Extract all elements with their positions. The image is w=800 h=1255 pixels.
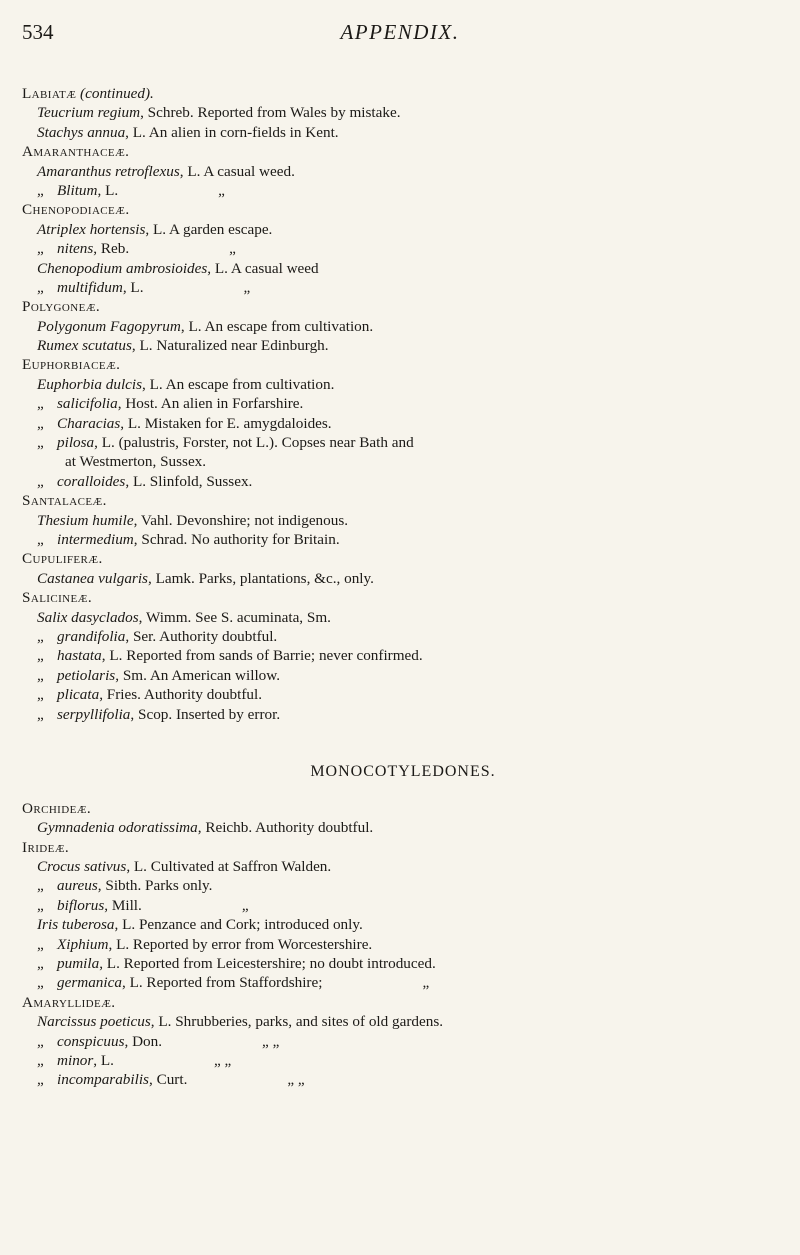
family-heading: Cupuliferæ. — [22, 550, 103, 568]
section-heading: MONOCOTYLEDONES. — [310, 762, 496, 780]
species-entry: „ Blitum, L. „ — [37, 181, 225, 199]
family-heading: Amaryllideæ. — [22, 993, 116, 1011]
species-entry: Chenopodium ambrosioides, L. A casual weed — [37, 259, 319, 277]
species-entry: „ petiolaris, Sm. An American willow. — [37, 666, 281, 684]
family-heading: Salicineæ. — [22, 589, 93, 607]
species-entry: „ pilosa, L. (palustris, Forster, not L.). Copses near Bath and — [37, 434, 414, 452]
family-heading: Chenopodiaceæ. — [22, 201, 130, 219]
species-entry: „ minor, L. „ „ — [37, 1051, 232, 1069]
species-entry: „ hastata, L. Reported from sands of Barrie; never confirmed. — [37, 647, 423, 665]
species-entry: „ pumila, L. Reported from Leicestershire; no doubt introduced. — [37, 955, 436, 973]
family-heading: Amaranthaceæ. — [22, 143, 130, 161]
species-entry: Atriplex hortensis, L. A garden escape. — [37, 220, 273, 238]
species-entry: „ grandifolia, Ser. Authority doubtful. — [37, 627, 278, 645]
species-entry: „ incomparabilis, Curt. „ „ — [37, 1071, 305, 1089]
species-entry: Gymnadenia odoratissima, Reichb. Authority doubtful. — [37, 819, 374, 837]
family-heading: Santalaceæ. — [22, 492, 107, 510]
species-entry: „ biflorus, Mill. „ — [37, 896, 249, 914]
species-entry: Euphorbia dulcis, L. An escape from cultivation. — [37, 375, 335, 393]
species-entry: Salix dasyclados, Wimm. See S. acuminata, Sm. — [37, 608, 331, 626]
species-entry: „ aureus, Sibth. Parks only. — [37, 877, 213, 895]
species-entry: „ Characias, L. Mistaken for E. amygdaloides. — [37, 414, 332, 432]
species-entry: „ Xiphium, L. Reported by error from Worcestershire. — [37, 935, 373, 953]
species-entry: „ germanica, L. Reported from Staffordshire; „ — [37, 974, 430, 992]
species-entry: Teucrium regium, Schreb. Reported from Wales by mistake. — [37, 104, 401, 122]
species-entry: „ intermedium, Schrad. No authority for Britain. — [37, 530, 340, 548]
species-entry: „ nitens, Reb. „ — [37, 240, 236, 258]
family-heading: Labiatæ (continued). — [22, 85, 154, 102]
monocotyledon-list — [22, 799, 784, 1090]
species-entry: „ salicifolia, Host. An alien in Forfarshire. — [37, 395, 304, 413]
running-title: APPENDIX. — [340, 20, 460, 44]
species-entry: Castanea vulgaris, Lamk. Parks, plantations, &c., only. — [37, 569, 374, 587]
species-entry: Narcissus poeticus, L. Shrubberies, parks, and sites of old gardens. — [37, 1013, 444, 1031]
page-content — [22, 84, 784, 1090]
species-entry: „ plicata, Fries. Authority doubtful. — [37, 686, 263, 704]
species-entry: Stachys annua, L. An alien in corn-fields in Kent. — [37, 123, 339, 141]
species-entry: „ multifidum, L. „ — [37, 278, 251, 296]
species-entry: Polygonum Fagopyrum, L. An escape from cultivation. — [37, 317, 374, 335]
species-entry: Crocus sativus, L. Cultivated at Saffron Walden. — [37, 858, 332, 876]
species-entry: Rumex scutatus, L. Naturalized near Edinburgh. — [37, 337, 329, 355]
species-entry: Thesium humile, Vahl. Devonshire; not indigenous. — [37, 511, 349, 529]
species-entry: „ serpyllifolia, Scop. Inserted by error. — [37, 705, 281, 723]
species-entry: Amaranthus retroflexus, L. A casual weed. — [37, 162, 295, 180]
dicotyledon-list — [22, 84, 784, 724]
species-entry: Iris tuberosa, L. Penzance and Cork; introduced only. — [37, 916, 363, 934]
page-header — [22, 20, 778, 56]
family-heading: Euphorbiaceæ. — [22, 356, 121, 374]
page-number: 534 — [22, 20, 54, 44]
family-heading: Irideæ. — [22, 838, 70, 856]
entry-continuation: at Westmerton, Sussex. — [65, 453, 207, 471]
species-entry: „ conspicuus, Don. „ „ — [37, 1032, 280, 1050]
species-entry: „ coralloides, L. Slinfold, Sussex. — [37, 472, 253, 490]
family-heading: Orchideæ. — [22, 799, 92, 817]
family-heading: Polygoneæ. — [22, 298, 101, 316]
